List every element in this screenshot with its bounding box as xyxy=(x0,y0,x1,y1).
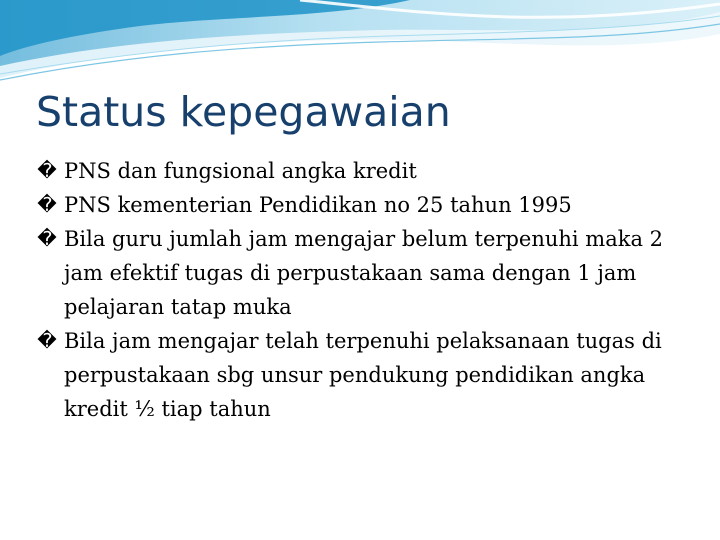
bullet-item xyxy=(36,188,696,222)
header-wave-decoration xyxy=(0,0,720,90)
bullet-text: Bila jam mengajar telah terpenuhi pelaksanaan tugas di perpustakaan sbg unsur pendukung pendidikan angka kredit ½ tiap tahun xyxy=(64,329,662,421)
bullet-marker-icon: � xyxy=(37,194,57,216)
bullet-marker-icon: � xyxy=(37,330,57,352)
bullet-item xyxy=(36,222,696,324)
bullet-list xyxy=(36,154,696,426)
bullet-text: PNS dan fungsional angka kredit xyxy=(64,159,417,183)
bullet-marker-icon: � xyxy=(37,228,57,250)
slide-title: Status kepegawaian xyxy=(36,88,451,136)
bullet-item xyxy=(36,324,696,426)
bullet-text: Bila guru jumlah jam mengajar belum terpenuhi maka 2 jam efektif tugas di perpustakaan sama dengan 1 jam pelajaran tatap muka xyxy=(64,227,664,319)
bullet-text: PNS kementerian Pendidikan no 25 tahun 1995 xyxy=(64,193,572,217)
bullet-item xyxy=(36,154,696,188)
bullet-marker-icon: � xyxy=(37,160,57,182)
